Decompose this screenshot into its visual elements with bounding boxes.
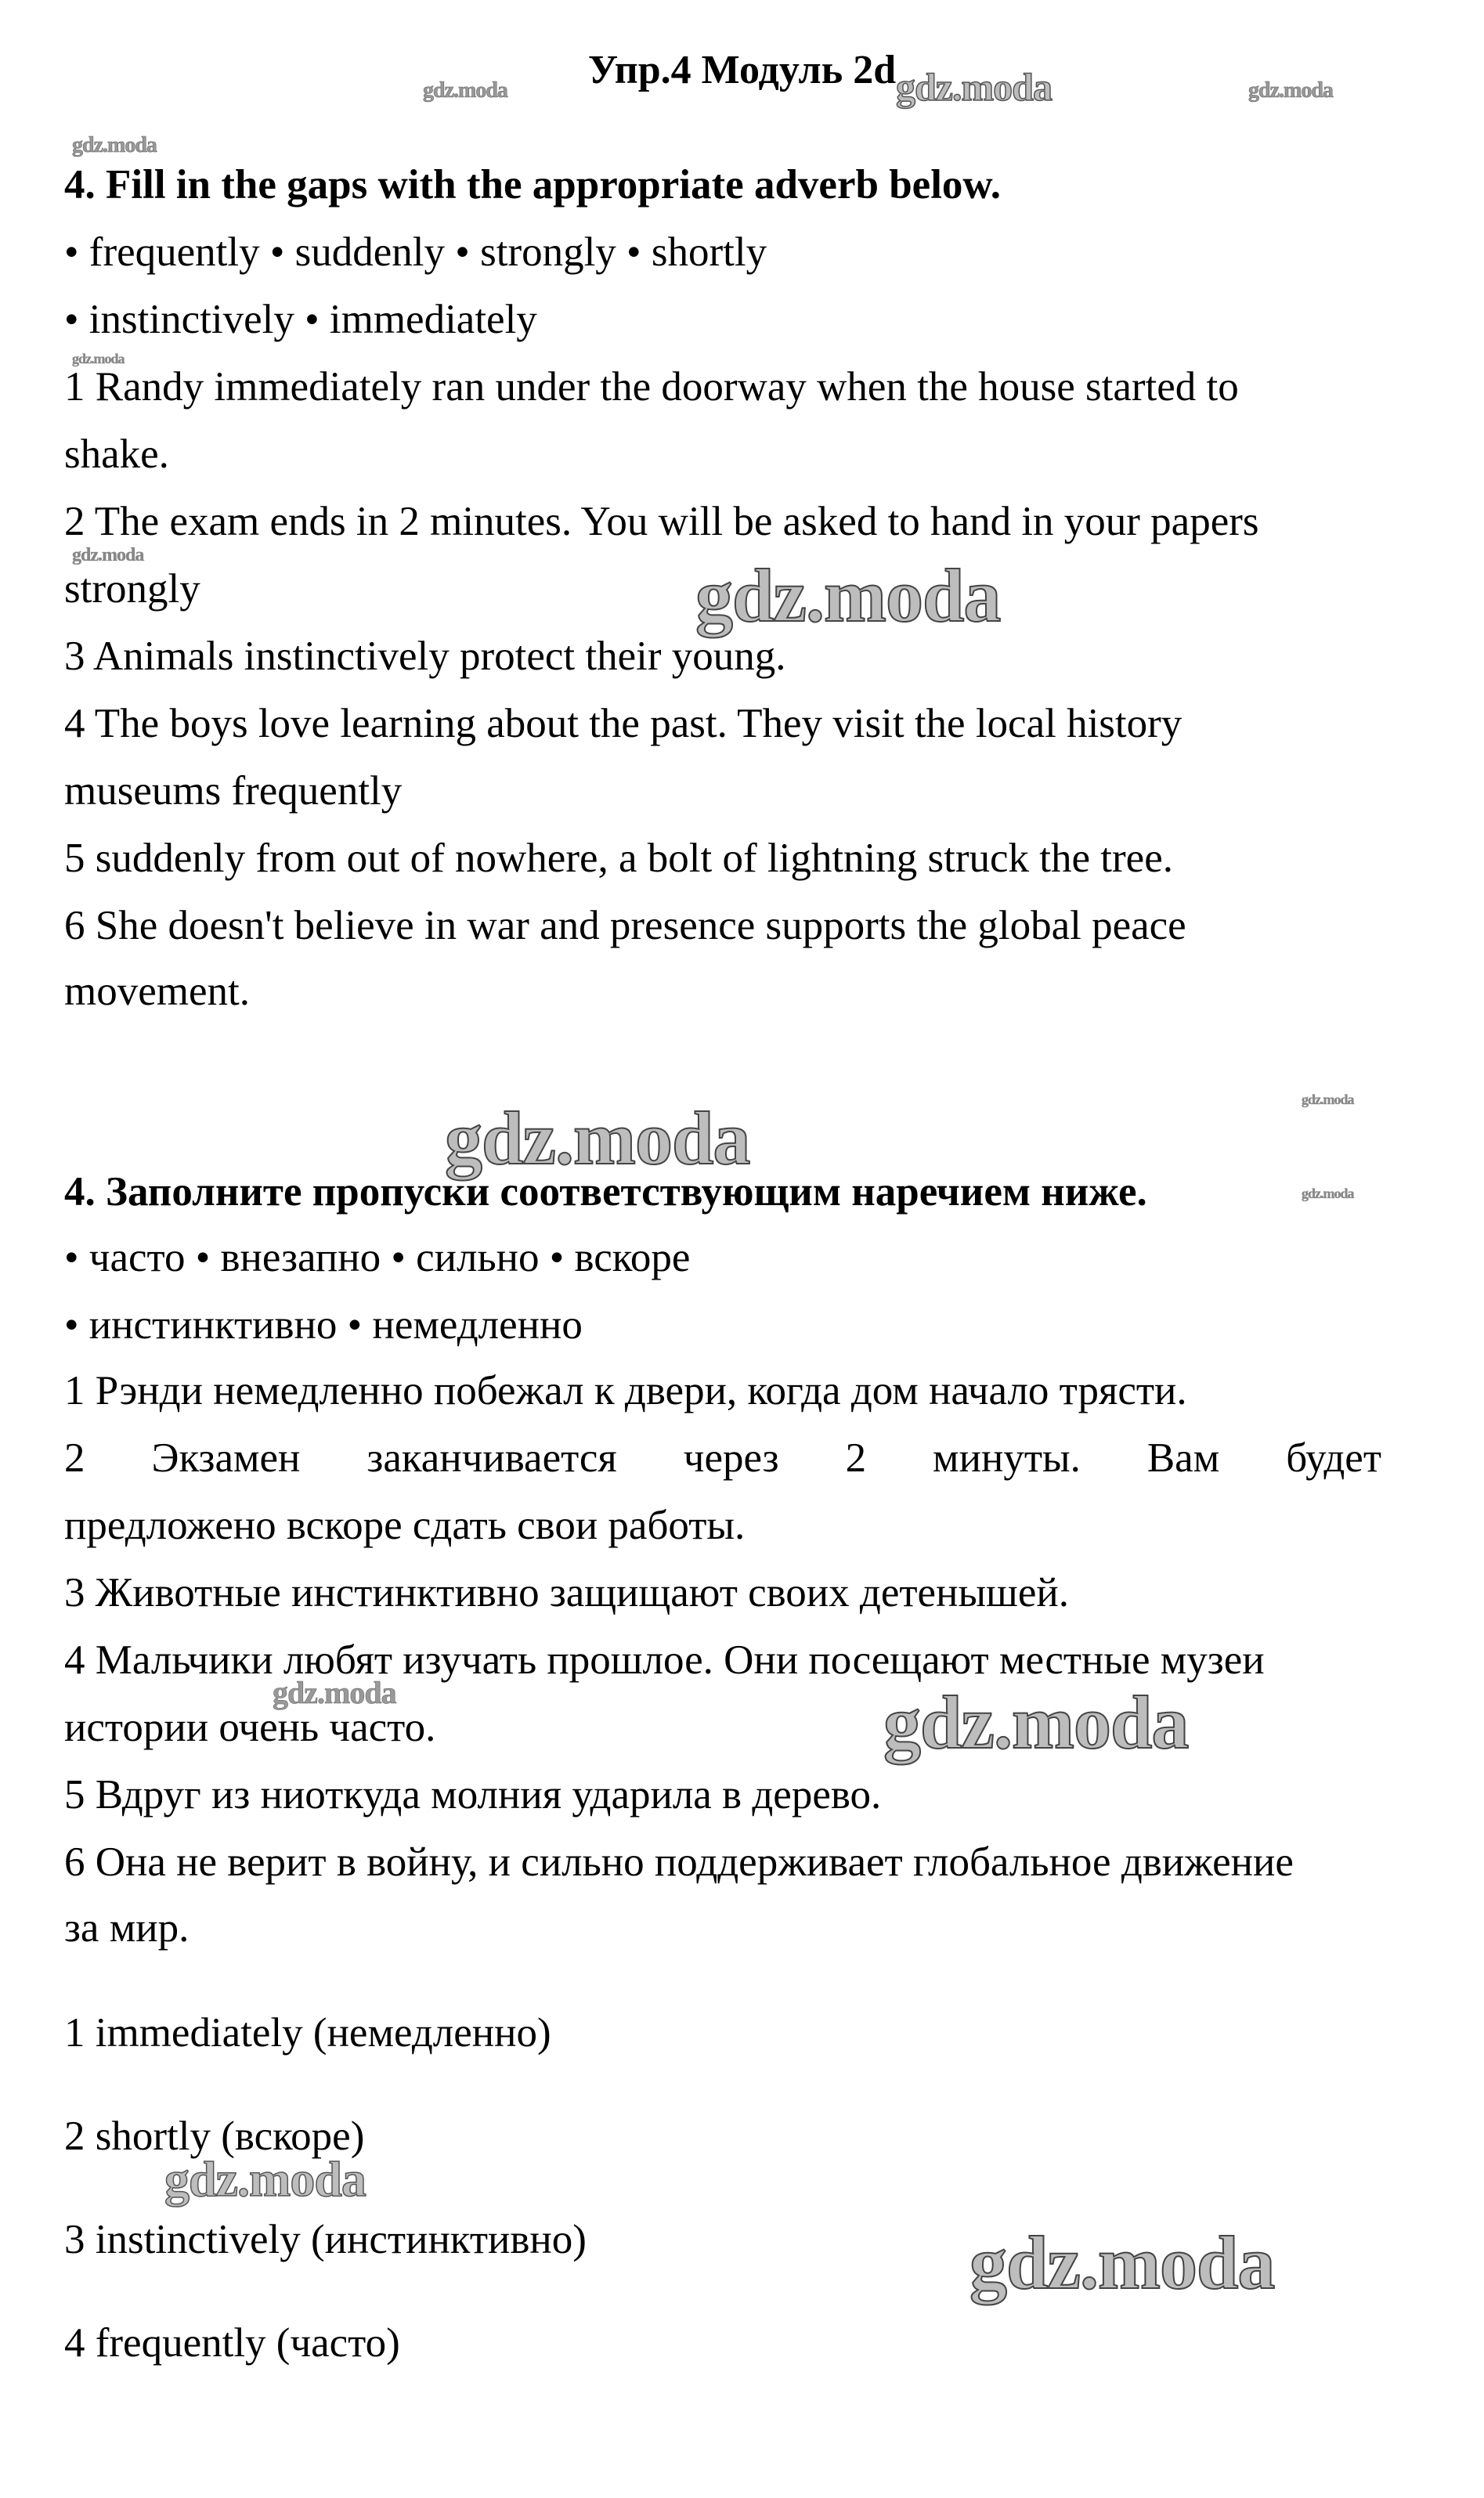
word-bank-line: • инстинктивно • немедленно — [64, 1302, 583, 1348]
exercise-line: 5 Вдруг из ниоткуда молния ударила в дерево. — [64, 1772, 882, 1818]
exercise-line: за мир. — [64, 1905, 190, 1951]
watermark: gdz.moda — [695, 554, 1001, 637]
exercise-line: предложено вскоре сдать свои работы. — [64, 1503, 746, 1548]
page-title: Упр.4 Модуль 2d — [587, 48, 897, 92]
answer-line: 4 frequently (часто) — [64, 2320, 400, 2366]
answer-line: 3 instinctively (инстинктивно) — [64, 2217, 587, 2262]
watermark: gdz.moda — [445, 1096, 750, 1180]
exercise-line: shake. — [64, 431, 169, 477]
exercise-line: 2 Экзамен заканчивается через 2 минуты. Вам будет — [64, 1435, 1381, 1481]
watermark: gdz.moda — [1248, 78, 1333, 103]
watermark: gdz.moda — [896, 65, 1052, 109]
exercise-heading: 4. Заполните пропуски соответствующим наречием ниже. — [64, 1169, 1147, 1215]
watermark: gdz.moda — [273, 1675, 396, 1710]
watermark: gdz.moda — [883, 1680, 1189, 1764]
exercise-line: 4 The boys love learning about the past. They visit the local history — [64, 701, 1183, 746]
exercise-line: 3 Животные инстинктивно защищают своих детенышей. — [64, 1570, 1069, 1615]
answer-line: 2 shortly (вскоре) — [64, 2114, 365, 2159]
exercise-line: strongly — [64, 566, 200, 612]
exercise-line: 6 She doesn't believe in war and presence supports the global peace — [64, 903, 1186, 948]
watermark: gdz.moda — [969, 2221, 1275, 2305]
exercise-line: 6 Она не верит в войну, и сильно поддерживает глобальное движение — [64, 1839, 1294, 1885]
watermark: gdz.moda — [1302, 1186, 1354, 1201]
exercise-line: 1 Randy immediately ran under the doorway when the house started to — [64, 364, 1239, 410]
watermark: gdz.moda — [72, 351, 125, 366]
word-bank-line: • frequently • suddenly • strongly • shortly — [64, 229, 767, 275]
watermark: gdz.moda — [1302, 1092, 1354, 1107]
watermark: gdz.moda — [72, 545, 144, 565]
word-bank-line: • instinctively • immediately — [64, 297, 537, 342]
exercise-line: истории очень часто. — [64, 1705, 436, 1750]
exercise-line: 5 suddenly from out of nowhere, a bolt of lightning struck the tree. — [64, 836, 1173, 881]
watermark: gdz.moda — [423, 78, 507, 103]
watermark: gdz.moda — [72, 133, 157, 157]
exercise-line: 1 Рэнди немедленно побежал к двери, когда дом начало трясти. — [64, 1368, 1187, 1413]
exercise-line: 2 The exam ends in 2 minutes. You will be asked to hand in your papers — [64, 499, 1259, 544]
exercise-line: 3 Animals instinctively protect their young. — [64, 634, 786, 679]
word-bank-line: • часто • внезапно • сильно • вскоре — [64, 1235, 691, 1280]
watermark: gdz.moda — [164, 2151, 366, 2207]
exercise-line: 4 Мальчики любят изучать прошлое. Они посещают местные музеи — [64, 1637, 1265, 1683]
answer-line: 1 immediately (немедленно) — [64, 2010, 551, 2056]
exercise-line: museums frequently — [64, 768, 403, 814]
exercise-heading: 4. Fill in the gaps with the appropriate adverb below. — [64, 162, 1002, 208]
exercise-line: movement. — [64, 969, 250, 1014]
